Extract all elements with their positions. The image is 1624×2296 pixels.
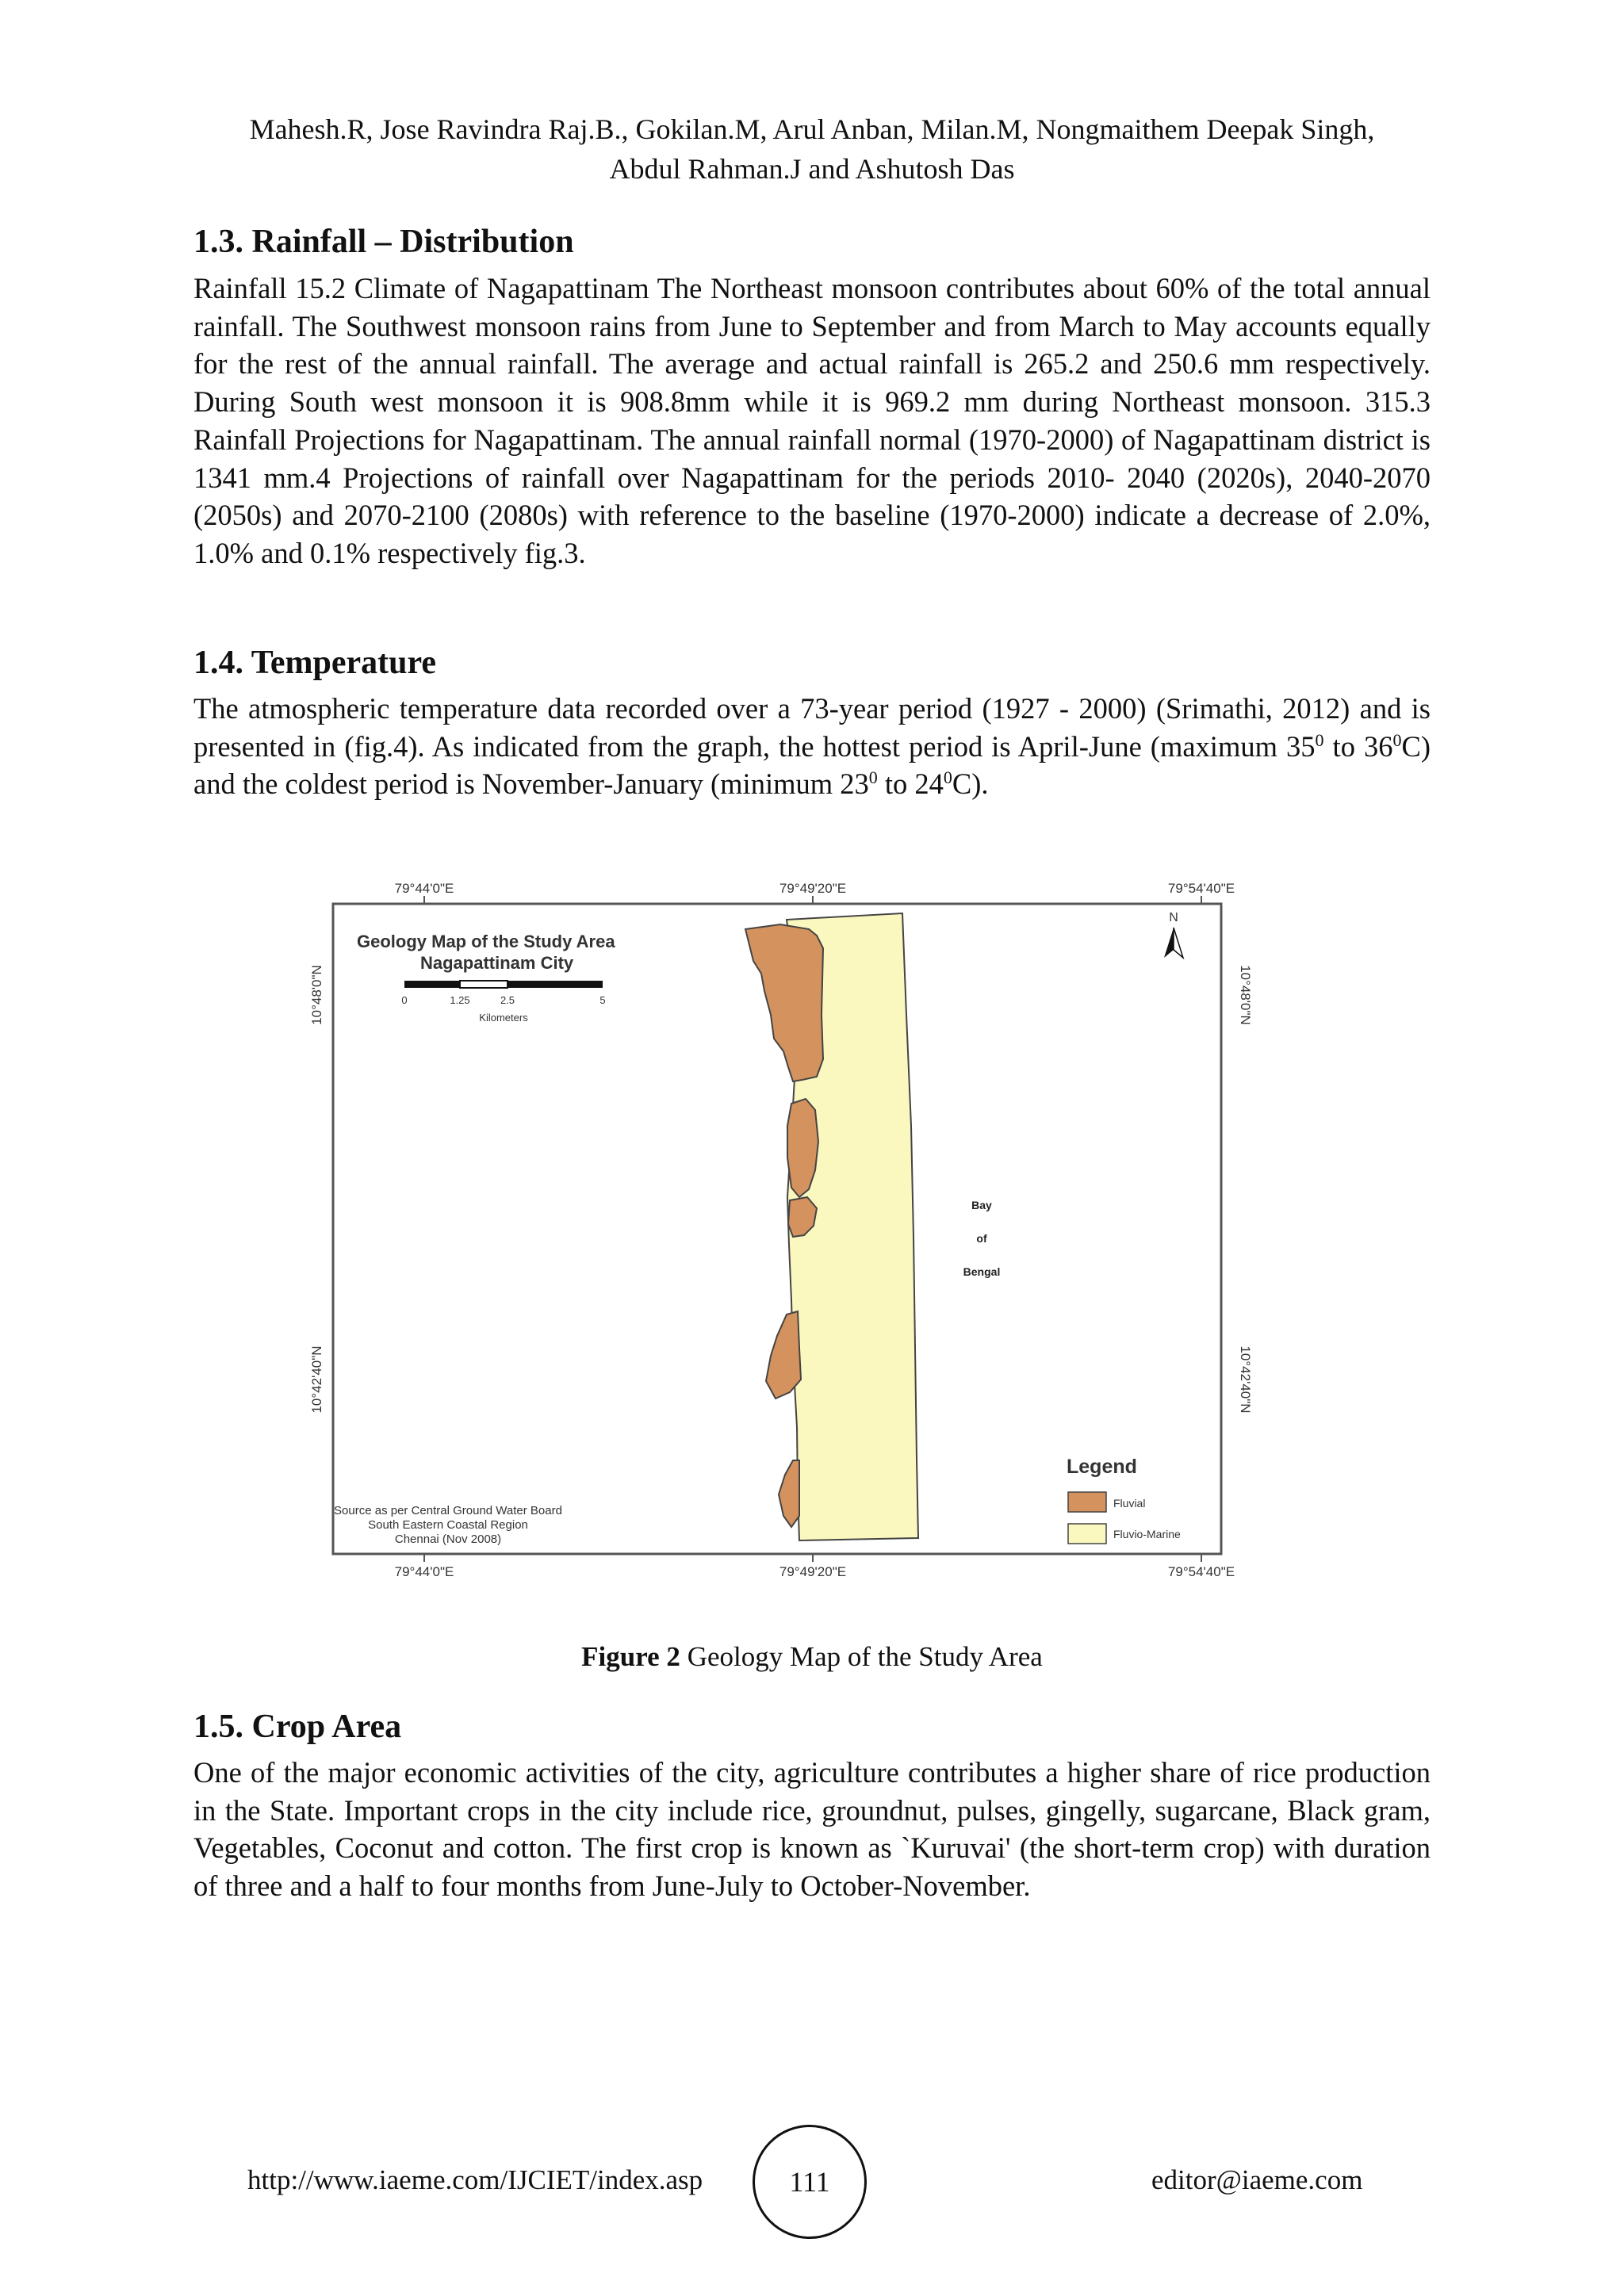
map-title: Geology Map of the Study Area	[357, 932, 615, 951]
authors-line-1: Mahesh.R, Jose Ravindra Raj.B., Gokilan.M, Arul Anban, Milan.M, Nongmaithem Deepak Singh,	[249, 113, 1375, 145]
paragraph-crop-area: One of the major economic activities of the city, agriculture contributes a higher share of rice production in the State. Important crops in the city include rice, groundnut, pulses, gingelly, sugarcane, Black gram, Vegetables, Coconut and cotton. The first crop is known as `Kuruvai' (the short-term crop) with duration of three and a half to four months from June-July to October-November.	[193, 1756, 1431, 1903]
map-subtitle: Nagapattinam City	[420, 953, 574, 973]
legend-label: Fluvial	[1113, 1497, 1146, 1510]
geology-map	[301, 872, 1253, 1586]
footer-url[interactable]: http://www.iaeme.com/IJCIET/index.asp	[247, 2164, 703, 2195]
right-tick-label: 10°42'40"N	[1238, 1345, 1253, 1414]
source-note: South Eastern Coastal Region	[368, 1518, 528, 1532]
sea-label: Bay	[971, 1199, 992, 1211]
bottom-tick-label: 79°49'20"E	[779, 1564, 847, 1579]
top-tick-label: 79°54'40"E	[1167, 881, 1235, 896]
paragraph-rainfall: Rainfall 15.2 Climate of Nagapattinam The Northeast monsoon contributes about 60% of the total annual rainfall. The Southwest monsoon rains from June to September and from March to May accounts equally for the rest of the annual rainfall. The average and actual rainfall is 265.2 and 250.6 mm respectively. During South west monsoon it is 908.8mm while it is 969.2 mm during Northeast monsoon. 315.3 Rainfall Projections for Nagapattinam. The annual rainfall normal (1970-2000) of Nagapattinam district is 1341 mm.4 Projections of rainfall over Nagapattinam for the periods 2010- 2040 (2020s), 2040-2070 (2050s) and 2070-2100 (2080s) with reference to the baseline (1970-2000) indicate a decrease of 2.0%, 1.0% and 0.1% respectively fig.3.	[193, 272, 1431, 569]
left-tick-label: 10°42'40"N	[309, 1345, 324, 1414]
superscript-degree: 0	[868, 767, 878, 788]
scale-unit: Kilometers	[479, 1012, 528, 1024]
temp-text-d: to 24	[877, 767, 944, 801]
sea-label: Bengal	[963, 1265, 1001, 1278]
bottom-tick-label: 79°54'40"E	[1167, 1564, 1235, 1579]
authors-line-2: Abdul Rahman.J and Ashutosh Das	[609, 153, 1015, 185]
paragraph-temperature	[193, 690, 1431, 803]
top-tick-label: 79°49'20"E	[779, 881, 847, 896]
section-heading-crop-area: 1.5. Crop Area	[193, 1709, 402, 1745]
bottom-tick-label: 79°44'0"E	[394, 1564, 454, 1579]
north-label: N	[1169, 911, 1178, 924]
temp-text-b: to 36	[1323, 729, 1393, 763]
footer-email[interactable]: editor@iaeme.com	[1151, 2164, 1363, 2195]
source-note: Chennai (Nov 2008)	[394, 1533, 502, 1546]
scale-label: 0	[401, 994, 408, 1006]
superscript-degree: 0	[943, 767, 952, 788]
figure-caption	[0, 1640, 1624, 1674]
legend-swatch-fluvio-marine	[1068, 1524, 1106, 1544]
legend-title: Legend	[1067, 1456, 1137, 1478]
temp-text-a: The atmospheric temperature data recorded over a 73-year period (1927 - 2000) (Srimathi, 2012) and is presented in (fig.4). As indicated from the graph, the hottest period is April-June (maximum 35	[193, 692, 1431, 763]
right-tick-label: 10°48'0"N	[1238, 965, 1253, 1025]
superscript-degree: 0	[1392, 729, 1402, 750]
scale-label: 1.25	[450, 994, 470, 1006]
legend-label: Fluvio-Marine	[1113, 1528, 1181, 1540]
sea-label: of	[976, 1232, 987, 1245]
running-header	[0, 109, 1624, 189]
scale-label: 5	[599, 994, 606, 1006]
page-number: 111	[753, 2125, 867, 2239]
scale-label: 2.5	[500, 994, 515, 1006]
temp-text-c: C) and the coldest period is November-January (minimum 23	[193, 729, 1431, 801]
legend-swatch-fluvial	[1068, 1492, 1106, 1512]
top-tick-label: 79°44'0"E	[394, 881, 454, 896]
left-tick-label: 10°48'0"N	[309, 965, 324, 1025]
section-heading-temperature: 1.4. Temperature	[193, 645, 437, 681]
caption-text: Geology Map of the Study Area	[680, 1641, 1043, 1672]
source-note: Source as per Central Ground Water Board	[334, 1504, 562, 1517]
geology-map-figure	[301, 872, 1253, 1586]
section-heading-rainfall: 1.3. Rainfall – Distribution	[193, 224, 574, 260]
temp-text-e: C).	[952, 767, 989, 801]
caption-label: Figure 2	[581, 1641, 680, 1672]
superscript-degree: 0	[1315, 729, 1324, 750]
